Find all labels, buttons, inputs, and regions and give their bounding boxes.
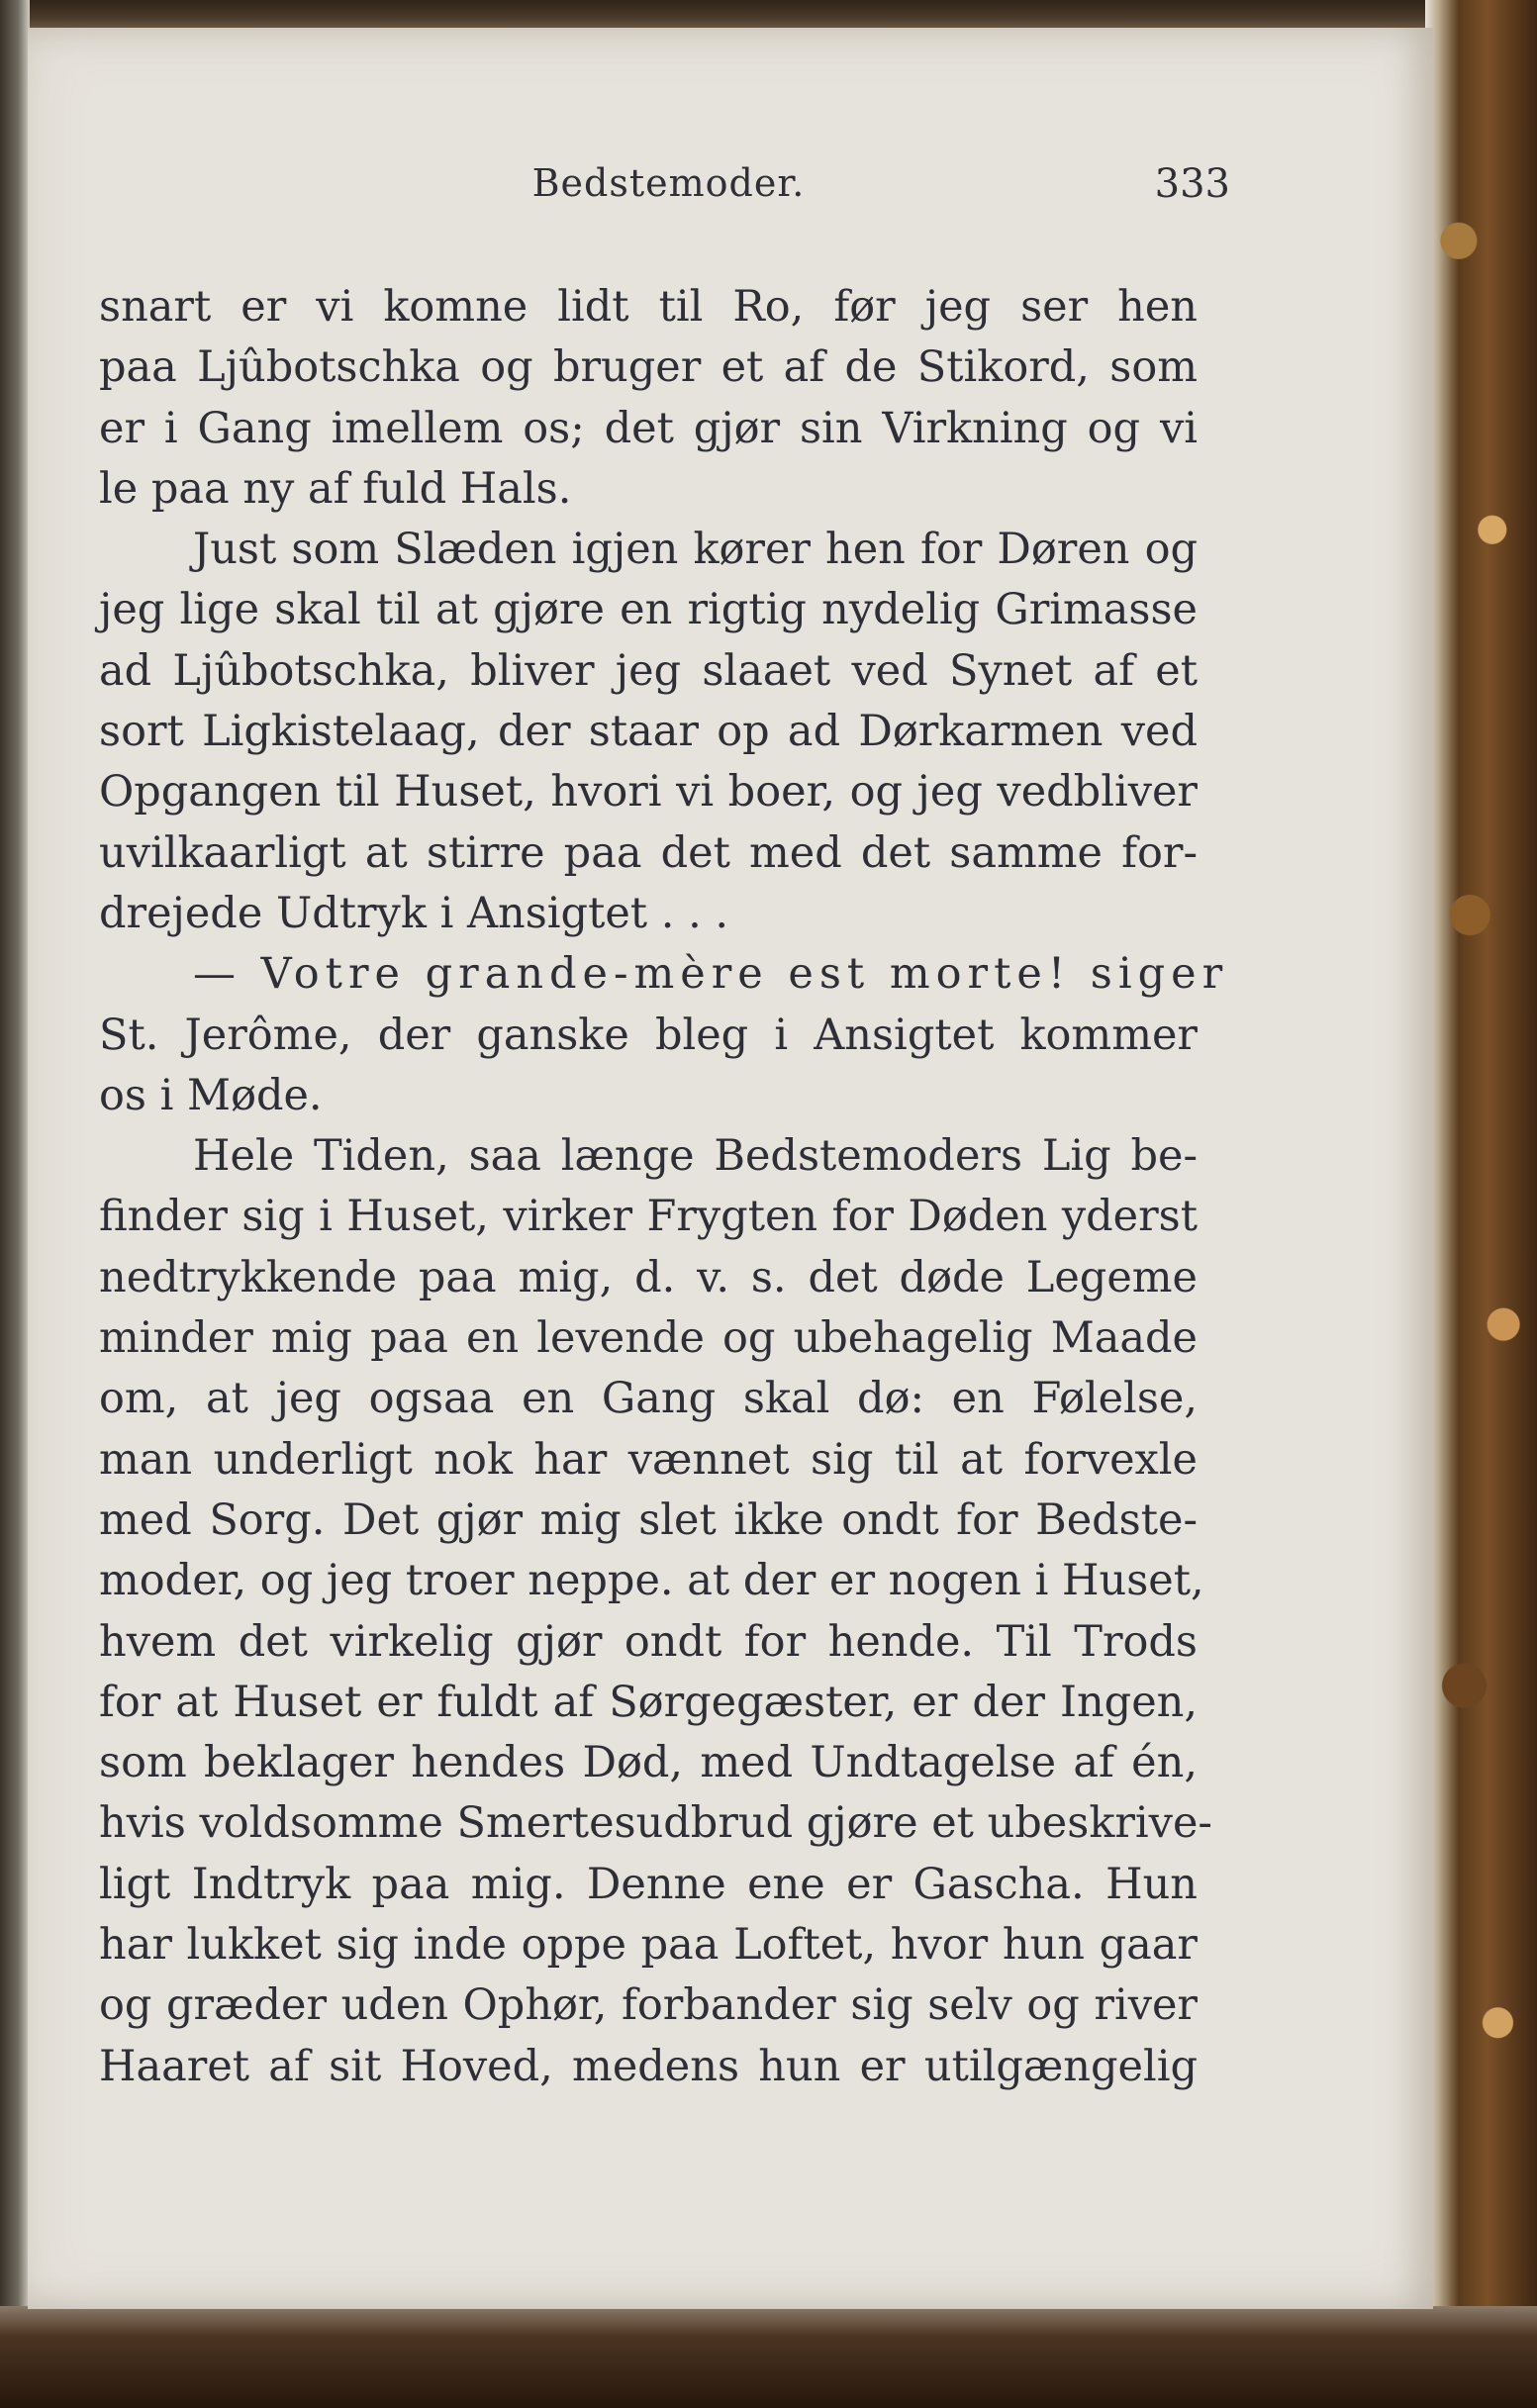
text-line: og græder uden Ophør, forbander sig selv og river [99, 1980, 1198, 2031]
text-line: paa Ljûbotschka og bruger et af de Stikord, som [99, 342, 1198, 393]
text-line: Hele Tiden, saa længe Bedstemoders Lig be- [193, 1131, 1198, 1182]
text-line: for at Huset er fuldt af Sørgegæster, er der Ingen, [99, 1677, 1198, 1727]
text-line: er i Gang imellem os; det gjør sin Virkning og vi [99, 403, 1198, 453]
text-line: man underligt nok har vænnet sig til at forvexle [99, 1434, 1198, 1485]
text-line: nedtrykkende paa mig, d. v. s. det døde Legeme [99, 1252, 1198, 1302]
text-line: har lukket sig inde oppe paa Loftet, hvor hun gaar [99, 1920, 1198, 1971]
page-number: 333 [1154, 161, 1230, 207]
text-line: Just som Slæden igjen kører hen for Døren og [193, 525, 1198, 575]
text-line: uvilkaarligt at stirre paa det med det samme for- [99, 827, 1198, 878]
text-line: Haaret af sit Hoved, medens hun er utilgængelig [99, 2041, 1198, 2091]
text-line: — Votre grande-mère est morte! siger [193, 949, 1229, 1000]
running-title: Bedstemoder. [531, 161, 806, 205]
text-line: jeg lige skal til at gjøre en rigtig nydelig Grimasse [99, 585, 1198, 635]
text-line: med Sorg. Det gjør mig slet ikke ondt for Bedste- [99, 1494, 1198, 1545]
text-line: om, at jeg ogsaa en Gang skal dø: en Følelse, [99, 1374, 1198, 1424]
text-line: Opgangen til Huset, hvori vi boer, og jeg vedbliver [99, 767, 1198, 818]
text-line: moder, og jeg troer neppe. at der er nogen i Huset, [99, 1556, 1204, 1606]
marbled-cover-edge [1425, 0, 1537, 2408]
text-line: St. Jerôme, der ganske bleg i Ansigtet kommer [99, 1010, 1198, 1060]
text-line: hvis voldsomme Smertesudbrud gjøre et ubeskrive- [99, 1798, 1212, 1849]
text-line: som beklager hendes Død, med Undtagelse af én, [99, 1738, 1198, 1788]
bottom-page-edge [0, 2306, 1537, 2408]
text-line: minder mig paa en levende og ubehagelig Maade [99, 1313, 1198, 1364]
page-paper [28, 28, 1433, 2309]
text-line: le paa ny af fuld Hals. [99, 463, 572, 514]
text-line: ligt Indtryk paa mig. Denne ene er Gascha. Hun [99, 1859, 1198, 1909]
text-line: finder sig i Huset, virker Frygten for Døden yderst [99, 1192, 1198, 1242]
text-line: os i Møde. [99, 1070, 323, 1120]
running-header [107, 161, 1230, 221]
body-text [99, 277, 1229, 2097]
text-line: ad Ljûbotschka, bliver jeg slaaet ved Synet af et [99, 645, 1198, 696]
left-spine-edge [0, 0, 30, 2408]
text-line: sort Ligkistelaag, der staar op ad Dørkarmen ved [99, 707, 1198, 757]
top-page-edge [0, 0, 1537, 30]
text-line: snart er vi komne lidt til Ro, før jeg ser hen [99, 282, 1198, 332]
text-line: hvem det virkelig gjør ondt for hende. Til Trods [99, 1616, 1198, 1667]
text-line: drejede Udtryk i Ansigtet . . . [99, 888, 729, 938]
